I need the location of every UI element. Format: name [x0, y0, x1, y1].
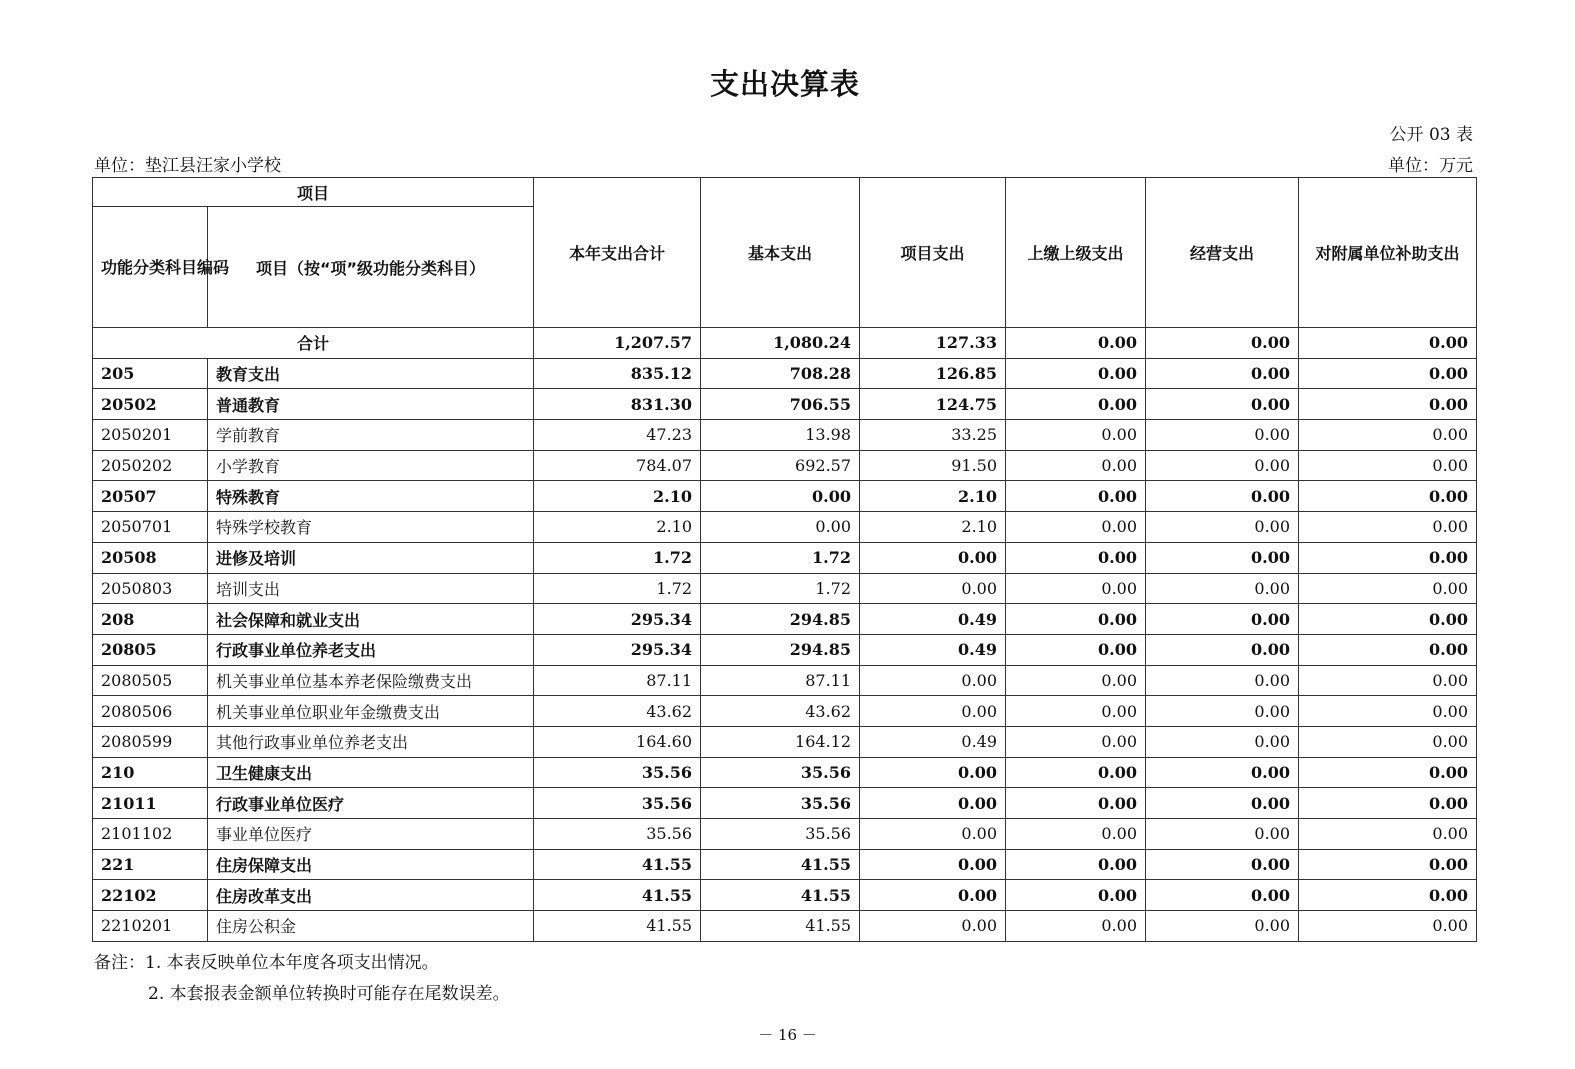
- row-value: 0.00: [1006, 358, 1146, 389]
- row-value: 0.00: [1146, 849, 1299, 880]
- header-project-expenditure: 项目支出: [860, 178, 1006, 328]
- row-code: 2050201: [93, 420, 208, 451]
- row-value: 0.00: [1006, 911, 1146, 942]
- row-value: 0.00: [1006, 757, 1146, 788]
- row-value: 0.00: [860, 573, 1006, 604]
- total-value: 1,080.24: [701, 328, 860, 359]
- row-value: 0.00: [860, 911, 1006, 942]
- row-name: 住房公积金: [208, 911, 534, 942]
- header-total: 本年支出合计: [534, 178, 701, 328]
- row-value: 0.00: [1146, 634, 1299, 665]
- total-value: 0.00: [1146, 328, 1299, 359]
- table-row: [93, 573, 1477, 604]
- row-name: 特殊教育: [208, 481, 534, 512]
- row-name: 小学教育: [208, 450, 534, 481]
- currency-unit: 单位：万元: [1388, 156, 1473, 176]
- row-value: 0.00: [1006, 481, 1146, 512]
- row-value: 831.30: [534, 389, 701, 420]
- row-value: 0.00: [1299, 420, 1477, 451]
- row-value: 164.12: [701, 726, 860, 757]
- total-value: 1,207.57: [534, 328, 701, 359]
- form-number: 公开 03 表: [1389, 125, 1473, 145]
- header-item: 项目（按“项”级功能分类科目）: [208, 207, 534, 328]
- row-value: 13.98: [701, 420, 860, 451]
- row-value: 0.00: [1146, 512, 1299, 543]
- row-value: 1.72: [534, 542, 701, 573]
- row-name: 社会保障和就业支出: [208, 604, 534, 635]
- row-value: 0.00: [1299, 573, 1477, 604]
- row-code: 21011: [93, 788, 208, 819]
- row-value: 0.00: [860, 665, 1006, 696]
- table-row: [93, 726, 1477, 757]
- row-value: 41.55: [701, 880, 860, 911]
- row-value: 0.00: [1299, 634, 1477, 665]
- row-value: 0.00: [1006, 665, 1146, 696]
- row-value: 1.72: [534, 573, 701, 604]
- table-row: [93, 604, 1477, 635]
- row-value: 0.00: [1299, 819, 1477, 850]
- row-value: 91.50: [860, 450, 1006, 481]
- row-value: 0.00: [1299, 481, 1477, 512]
- row-value: 0.00: [1146, 726, 1299, 757]
- table-row: [93, 358, 1477, 389]
- table-row: [93, 634, 1477, 665]
- row-value: 0.00: [1299, 542, 1477, 573]
- table-row: [93, 849, 1477, 880]
- row-value: 0.49: [860, 604, 1006, 635]
- row-value: 0.00: [1006, 696, 1146, 727]
- table-row: [93, 696, 1477, 727]
- row-value: 35.56: [534, 819, 701, 850]
- row-value: 1.72: [701, 573, 860, 604]
- row-value: 692.57: [701, 450, 860, 481]
- reporting-unit: 单位：垫江县汪家小学校: [94, 156, 281, 176]
- row-value: 0.00: [860, 788, 1006, 819]
- row-value: 708.28: [701, 358, 860, 389]
- row-code: 2101102: [93, 819, 208, 850]
- table-header: [93, 178, 1477, 328]
- row-value: 0.00: [701, 481, 860, 512]
- header-code: 功能分类科目编码: [93, 207, 208, 328]
- row-value: 0.00: [1146, 819, 1299, 850]
- row-value: 41.55: [534, 880, 701, 911]
- row-code: 2050803: [93, 573, 208, 604]
- table-body: [93, 328, 1477, 942]
- row-value: 0.00: [1006, 604, 1146, 635]
- row-value: 0.00: [1146, 542, 1299, 573]
- row-value: 0.00: [1146, 389, 1299, 420]
- row-value: 0.00: [1299, 849, 1477, 880]
- row-value: 0.00: [1146, 573, 1299, 604]
- table-row: [93, 389, 1477, 420]
- row-value: 0.00: [1006, 634, 1146, 665]
- row-value: 0.00: [1006, 849, 1146, 880]
- row-value: 0.00: [1299, 696, 1477, 727]
- row-value: 2.10: [860, 481, 1006, 512]
- row-name: 普通教育: [208, 389, 534, 420]
- row-value: 47.23: [534, 420, 701, 451]
- row-code: 22102: [93, 880, 208, 911]
- row-value: 41.55: [701, 849, 860, 880]
- row-value: 43.62: [534, 696, 701, 727]
- row-value: 0.00: [1299, 358, 1477, 389]
- table-row: [93, 542, 1477, 573]
- row-value: 0.00: [1146, 420, 1299, 451]
- row-code: 208: [93, 604, 208, 635]
- row-value: 0.00: [860, 849, 1006, 880]
- total-value: 0.00: [1299, 328, 1477, 359]
- row-value: 0.00: [1299, 726, 1477, 757]
- row-value: 0.00: [860, 757, 1006, 788]
- page-title: 支出决算表: [709, 67, 860, 101]
- row-value: 35.56: [701, 788, 860, 819]
- row-name: 事业单位医疗: [208, 819, 534, 850]
- header-subsidy: 对附属单位补助支出: [1299, 178, 1477, 328]
- row-value: 0.00: [1299, 665, 1477, 696]
- row-value: 0.00: [860, 696, 1006, 727]
- row-name: 住房改革支出: [208, 880, 534, 911]
- row-value: 2.10: [534, 481, 701, 512]
- row-value: 295.34: [534, 604, 701, 635]
- row-value: 294.85: [701, 604, 860, 635]
- row-value: 0.00: [1299, 450, 1477, 481]
- row-value: 41.55: [701, 911, 860, 942]
- total-value: 127.33: [860, 328, 1006, 359]
- row-value: 0.00: [1299, 788, 1477, 819]
- row-value: 706.55: [701, 389, 860, 420]
- row-value: 35.56: [534, 788, 701, 819]
- row-value: 87.11: [701, 665, 860, 696]
- row-name: 机关事业单位基本养老保险缴费支出: [208, 665, 534, 696]
- row-value: 126.85: [860, 358, 1006, 389]
- row-value: 0.00: [1146, 696, 1299, 727]
- table-row: [93, 788, 1477, 819]
- row-value: 0.00: [860, 880, 1006, 911]
- row-code: 20502: [93, 389, 208, 420]
- row-value: 0.00: [1146, 481, 1299, 512]
- table-row: [93, 757, 1477, 788]
- row-code: 2050701: [93, 512, 208, 543]
- row-value: 0.00: [1006, 450, 1146, 481]
- row-value: 35.56: [701, 819, 860, 850]
- row-value: 0.00: [1006, 726, 1146, 757]
- row-value: 0.00: [1146, 757, 1299, 788]
- row-value: 0.00: [1006, 573, 1146, 604]
- row-value: 41.55: [534, 849, 701, 880]
- row-value: 0.00: [1006, 788, 1146, 819]
- row-code: 210: [93, 757, 208, 788]
- row-value: 0.00: [1006, 420, 1146, 451]
- expenditure-table: [92, 177, 1477, 942]
- row-name: 学前教育: [208, 420, 534, 451]
- row-code: 20805: [93, 634, 208, 665]
- header-upper-level: 上缴上级支出: [1006, 178, 1146, 328]
- row-value: 0.00: [1146, 358, 1299, 389]
- note-line-1: 备注：1. 本表反映单位本年度各项支出情况。: [94, 953, 439, 973]
- header-business: 经营支出: [1146, 178, 1299, 328]
- row-value: 0.00: [1299, 389, 1477, 420]
- total-label: 合计: [93, 328, 534, 359]
- row-value: 0.00: [1146, 911, 1299, 942]
- row-value: 0.00: [860, 542, 1006, 573]
- row-value: 33.25: [860, 420, 1006, 451]
- total-row: [93, 328, 1477, 359]
- row-value: 0.49: [860, 634, 1006, 665]
- row-value: 0.00: [1299, 604, 1477, 635]
- row-value: 87.11: [534, 665, 701, 696]
- row-name: 卫生健康支出: [208, 757, 534, 788]
- row-name: 特殊学校教育: [208, 512, 534, 543]
- row-value: 0.00: [701, 512, 860, 543]
- header-project: 项目: [93, 178, 534, 207]
- row-value: 0.00: [1006, 880, 1146, 911]
- row-code: 2080505: [93, 665, 208, 696]
- row-code: 2050202: [93, 450, 208, 481]
- page-number: － 16 －: [758, 1026, 817, 1044]
- row-name: 教育支出: [208, 358, 534, 389]
- table-row: [93, 450, 1477, 481]
- row-name: 机关事业单位职业年金缴费支出: [208, 696, 534, 727]
- table-row: [93, 665, 1477, 696]
- row-value: 784.07: [534, 450, 701, 481]
- row-value: 0.00: [1299, 880, 1477, 911]
- table-row: [93, 911, 1477, 942]
- row-value: 41.55: [534, 911, 701, 942]
- row-code: 2080506: [93, 696, 208, 727]
- row-value: 2.10: [534, 512, 701, 543]
- row-value: 0.00: [1006, 542, 1146, 573]
- row-value: 0.00: [860, 819, 1006, 850]
- row-value: 0.00: [1006, 389, 1146, 420]
- row-value: 0.00: [1299, 512, 1477, 543]
- row-value: 164.60: [534, 726, 701, 757]
- row-code: 221: [93, 849, 208, 880]
- row-value: 0.00: [1299, 757, 1477, 788]
- row-value: 43.62: [701, 696, 860, 727]
- row-value: 0.49: [860, 726, 1006, 757]
- row-value: 295.34: [534, 634, 701, 665]
- row-name: 住房保障支出: [208, 849, 534, 880]
- row-name: 行政事业单位医疗: [208, 788, 534, 819]
- row-name: 进修及培训: [208, 542, 534, 573]
- row-value: 0.00: [1006, 512, 1146, 543]
- header-basic: 基本支出: [701, 178, 860, 328]
- row-value: 35.56: [701, 757, 860, 788]
- row-value: 835.12: [534, 358, 701, 389]
- table-row: [93, 880, 1477, 911]
- row-value: 0.00: [1146, 450, 1299, 481]
- row-value: 0.00: [1146, 788, 1299, 819]
- row-name: 行政事业单位养老支出: [208, 634, 534, 665]
- row-value: 0.00: [1146, 604, 1299, 635]
- row-value: 0.00: [1146, 665, 1299, 696]
- row-name: 培训支出: [208, 573, 534, 604]
- row-value: 0.00: [1146, 880, 1299, 911]
- row-value: 0.00: [1299, 911, 1477, 942]
- row-code: 20508: [93, 542, 208, 573]
- row-value: 1.72: [701, 542, 860, 573]
- row-code: 205: [93, 358, 208, 389]
- row-value: 35.56: [534, 757, 701, 788]
- note-line-2: 2. 本套报表金额单位转换时可能存在尾数误差。: [148, 984, 510, 1004]
- row-value: 0.00: [1006, 819, 1146, 850]
- row-value: 294.85: [701, 634, 860, 665]
- row-value: 2.10: [860, 512, 1006, 543]
- row-code: 20507: [93, 481, 208, 512]
- total-value: 0.00: [1006, 328, 1146, 359]
- row-value: 124.75: [860, 389, 1006, 420]
- table-row: [93, 512, 1477, 543]
- row-name: 其他行政事业单位养老支出: [208, 726, 534, 757]
- table-row: [93, 481, 1477, 512]
- table-row: [93, 819, 1477, 850]
- table-row: [93, 420, 1477, 451]
- row-code: 2210201: [93, 911, 208, 942]
- row-code: 2080599: [93, 726, 208, 757]
